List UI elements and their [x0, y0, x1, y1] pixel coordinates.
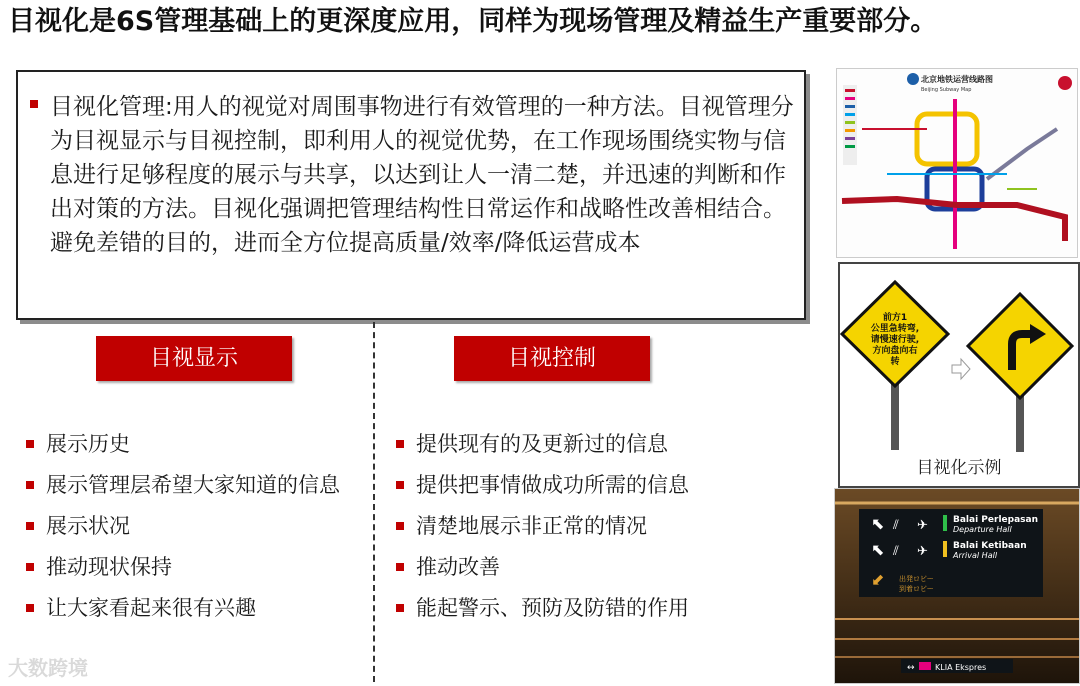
svg-text:方向盘向右: 方向盘向右	[872, 346, 918, 356]
airport-sign-line: 出発ロビー	[899, 575, 934, 583]
list-item: 能起警示、预防及防错的作用	[396, 588, 689, 629]
arrow-up-left-icon: ⬉	[871, 540, 885, 559]
airport-sign-line: Balai Ketibaan	[953, 541, 1027, 551]
turn-right-sign-icon	[968, 294, 1072, 398]
column-divider	[373, 322, 375, 682]
airport-sign-line: Departure Hall	[953, 525, 1012, 534]
list-item: 展示历史	[26, 424, 340, 465]
metro-map-image	[836, 68, 1078, 258]
definition-term: 目视化管理	[50, 94, 165, 120]
svg-text:前方1: 前方1	[882, 313, 908, 323]
list-item: 展示状况	[26, 506, 340, 547]
metro-title: 北京地铁运营线路图	[921, 75, 993, 84]
visual-control-list	[396, 424, 689, 629]
arrow-up-left-icon: ⬉	[871, 514, 885, 533]
list-item: 让大家看起来很有兴趣	[26, 588, 340, 629]
airport-sign-graphic	[835, 489, 1079, 683]
svg-text:请慢速行驶,: 请慢速行驶,	[870, 335, 920, 345]
page-title: 目视化是6S管理基础上的更深度应用，同样为现场管理及精益生产重要部分。	[8, 6, 938, 37]
list-item: 清楚地展示非正常的情况	[396, 506, 689, 547]
svg-text:公里急转弯,: 公里急转弯,	[870, 324, 920, 334]
visual-control-heading: 目视控制	[454, 336, 650, 381]
definition-body: :用人的视觉对周围事物进行有效管理的一种方法。目视管理分为目视显示与目视控制，即利用人的视觉优势，在工作现场围绕实物与信息进行足够程度的展示与共享，以达到让人一清二楚，并迅速的判断和作出对策的方法。目视化强调把管理结构性日常运作和战略性改善相结合。避免差错的目的，进而全方位提高质量/效率/降低运营成本	[50, 94, 794, 256]
road-sign-example	[838, 262, 1080, 488]
escalator-icon: ⫽	[893, 544, 899, 559]
metro-subtitle: Beijing Subway Map	[921, 87, 972, 93]
road-signs-graphic	[840, 264, 1078, 454]
arrow-down-left-icon: ⬋	[871, 570, 885, 589]
escalator-icon: ⫽	[893, 518, 899, 533]
sign-caption: 目视化示例	[916, 458, 1002, 478]
airport-sign-line: 到着ロビー	[899, 585, 934, 593]
arrival-icon: ✈	[917, 544, 928, 559]
list-item: 推动现状保持	[26, 547, 340, 588]
visual-display-heading: 目视显示	[96, 336, 292, 381]
visual-display-list	[26, 424, 340, 629]
list-item: 提供把事情做成功所需的信息	[396, 465, 689, 506]
subway-logo-icon	[907, 73, 919, 85]
definition-text	[50, 90, 798, 260]
arrows-icon: ↔	[907, 663, 915, 673]
list-item: 展示管理层希望大家知道的信息	[26, 465, 340, 506]
watermark: 大数跨境	[8, 656, 88, 680]
warning-sign-text	[842, 282, 948, 386]
airport-sign-line: Balai Perlepasan	[953, 515, 1038, 525]
airport-sign-image	[834, 488, 1080, 684]
metro-map-graphic	[837, 69, 1077, 257]
airport-sign-line: Arrival Hall	[953, 551, 998, 560]
departure-icon: ✈	[917, 518, 928, 533]
airport-sign-line: KLIA Ekspres	[935, 663, 987, 672]
olympic-logo-icon	[1058, 76, 1072, 90]
list-item: 提供现有的及更新过的信息	[396, 424, 689, 465]
arrow-right-icon	[952, 359, 970, 379]
definition-box	[16, 70, 806, 320]
svg-text:转: 转	[890, 357, 900, 367]
list-item: 推动改善	[396, 547, 689, 588]
bullet-icon	[30, 100, 38, 108]
